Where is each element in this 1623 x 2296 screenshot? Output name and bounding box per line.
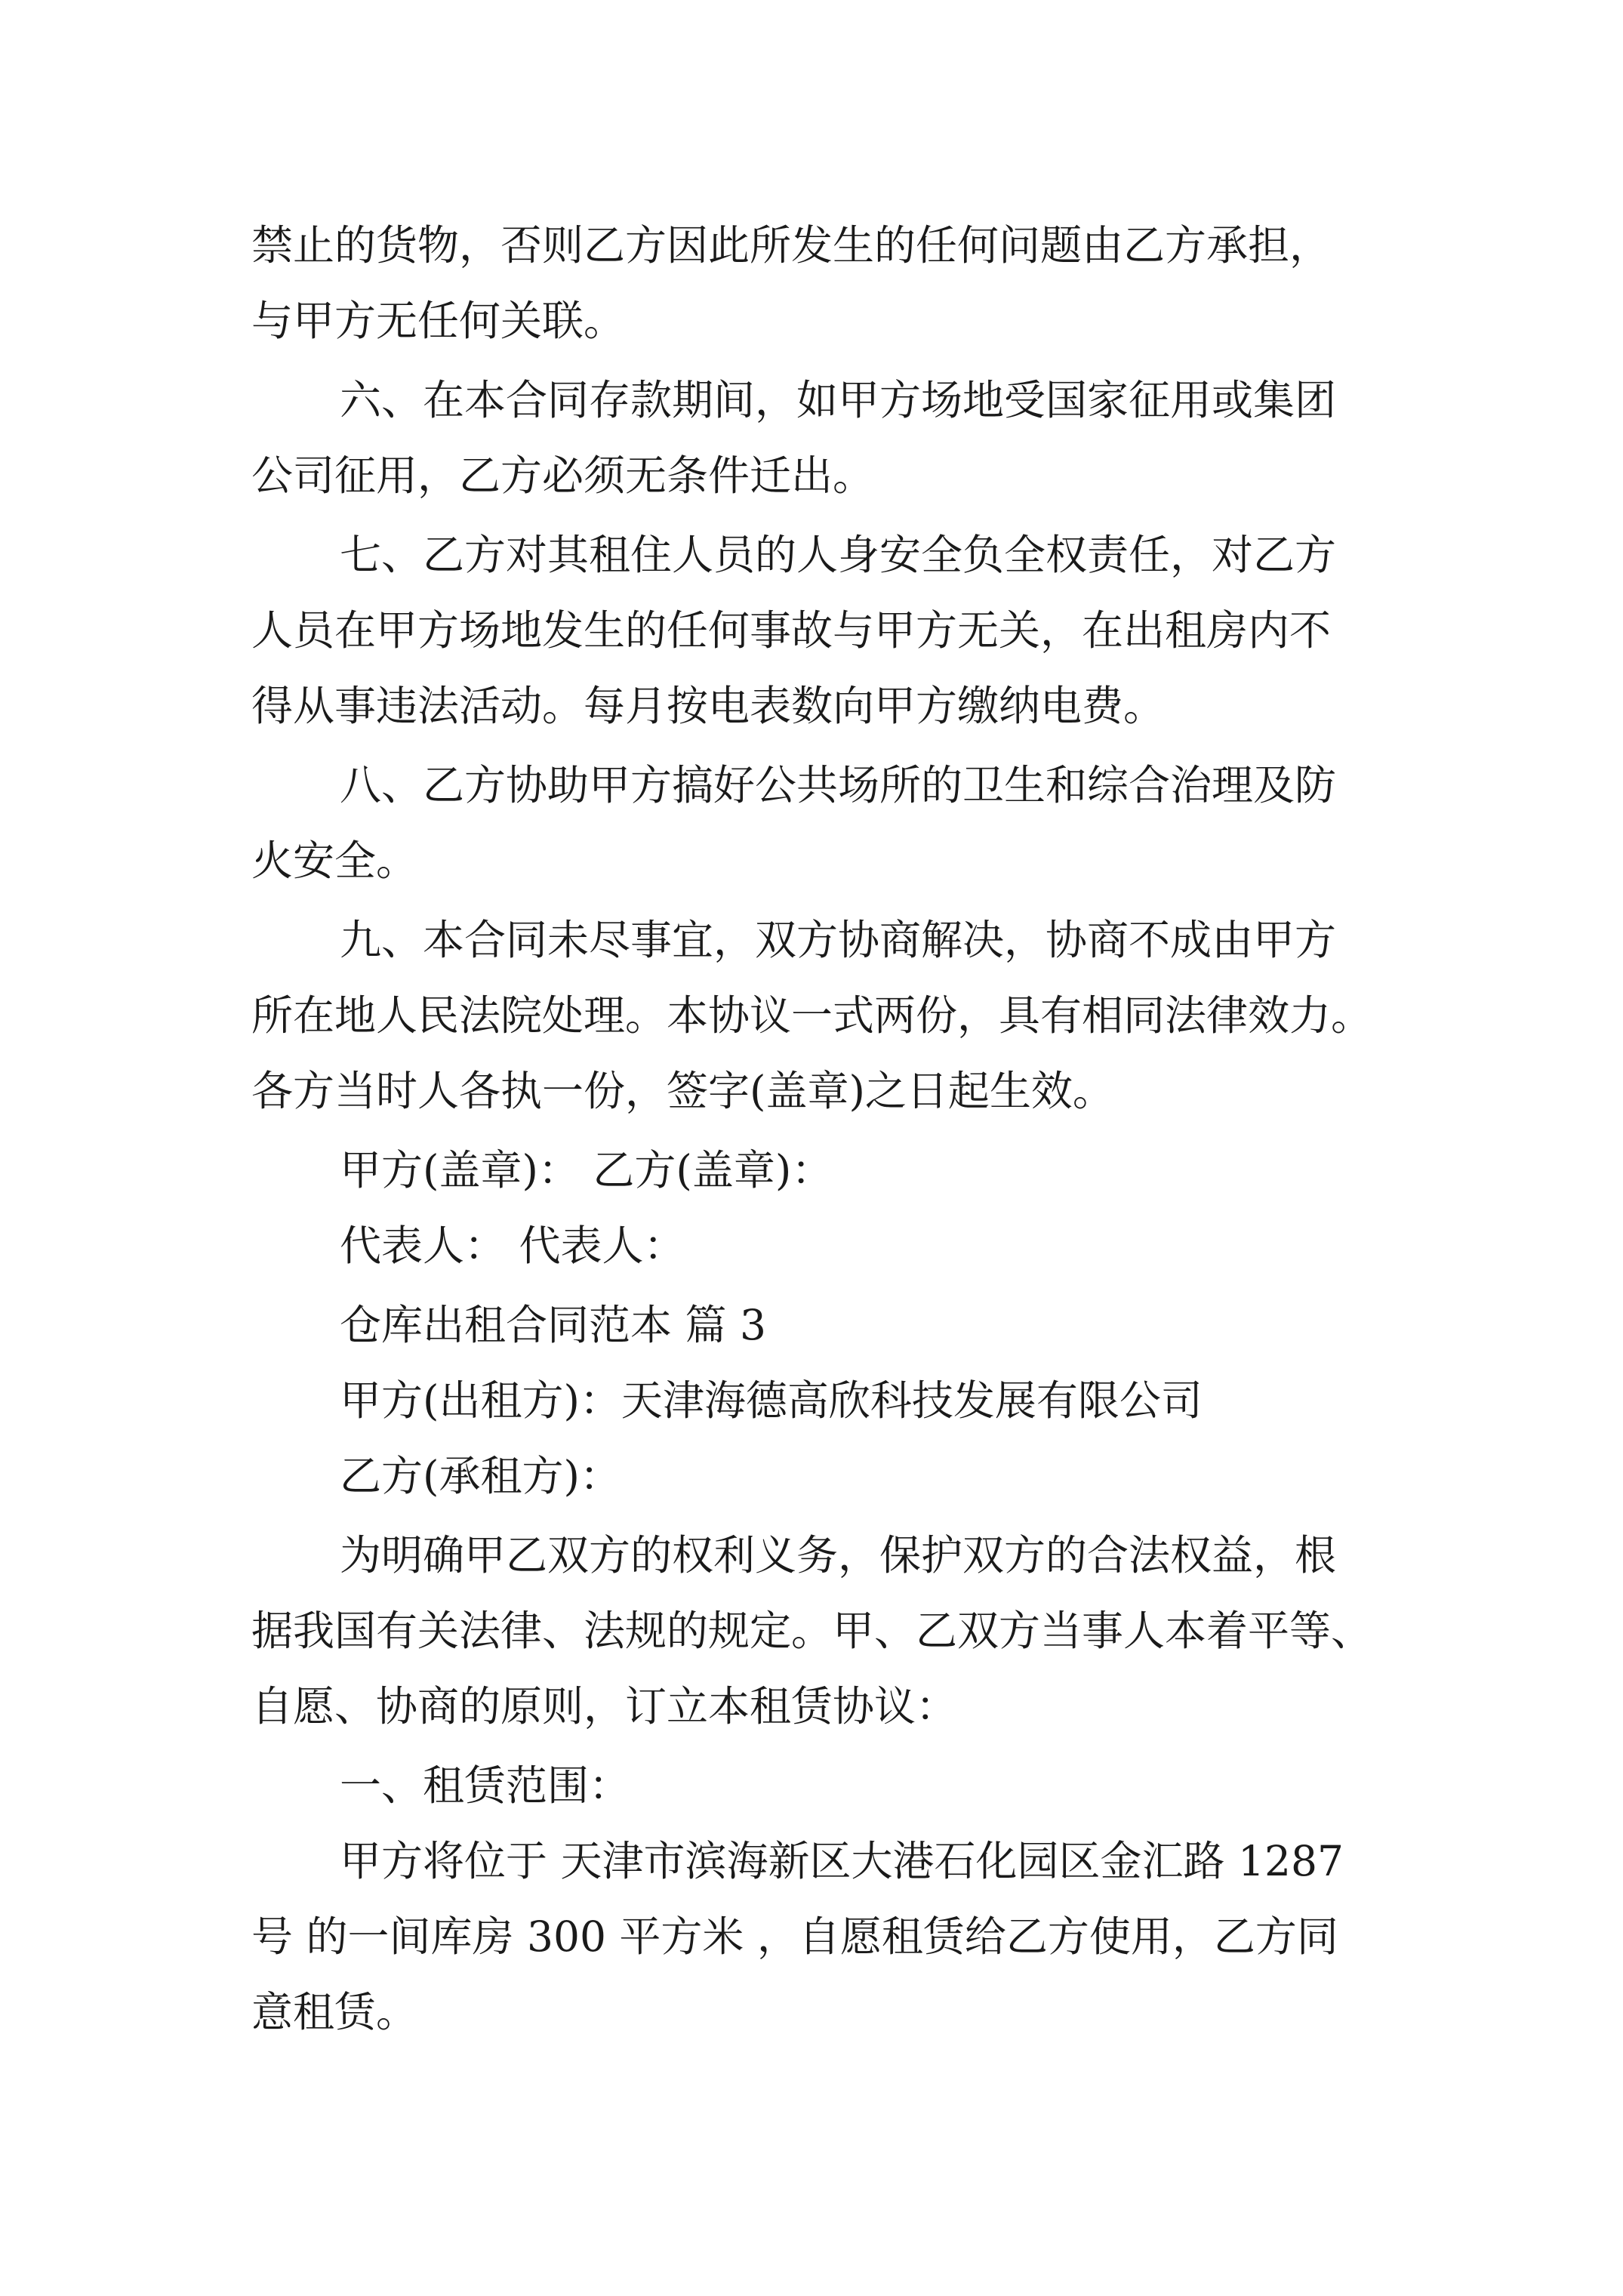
text-line: 甲方将位于 天津市滨海新区大港石化园区金汇路 1287 xyxy=(340,1837,1344,1885)
text-line: 得从事违法活动。每月按电表数向甲方缴纳电费。 xyxy=(251,682,1166,730)
lessee-line: 乙方(承租方)： xyxy=(340,1452,621,1500)
text-line: 六、在本合同存款期间，如甲方场地受国家征用或集团 xyxy=(340,376,1337,424)
representative-line: 代表人： 代表人： xyxy=(340,1222,685,1270)
signature-party-line: 甲方(盖章)： 乙方(盖章)： xyxy=(340,1146,833,1194)
clause-heading: 一、租赁范围： xyxy=(340,1761,631,1810)
lessor-line: 甲方(出租方)：天津海德高欣科技发展有限公司 xyxy=(340,1376,1203,1425)
text-line: 火安全。 xyxy=(251,837,418,885)
text-line: 七、乙方对其租住人员的人身安全负全权责任，对乙方 xyxy=(340,531,1337,579)
text-line: 自愿、协商的原则，订立本租赁协议： xyxy=(251,1682,958,1730)
text-line: 人员在甲方场地发生的任何事故与甲方无关，在出租房内不 xyxy=(251,606,1332,655)
text-line: 据我国有关法律、法规的规定。甲、乙双方当事人本着平等、 xyxy=(251,1607,1373,1655)
text-line: 公司征用，乙方必须无条件迁出。 xyxy=(251,451,875,500)
text-line: 禁止的货物，否则乙方因此所发生的任何问题由乙方承担， xyxy=(251,221,1332,270)
text-line: 为明确甲乙双方的权利义务，保护双方的合法权益，根 xyxy=(340,1531,1337,1579)
text-line: 八、乙方协助甲方搞好公共场所的卫生和综合治理及防 xyxy=(340,761,1337,809)
text-line: 与甲方无任何关联。 xyxy=(251,297,626,345)
text-line: 九、本合同未尽事宜，双方协商解决，协商不成由甲方 xyxy=(340,916,1337,964)
text-line: 各方当时人各执一份，签字(盖章)之日起生效。 xyxy=(251,1067,1114,1115)
text-line: 号 的一间库房 300 平方米 ，自愿租赁给乙方使用，乙方同 xyxy=(251,1912,1338,1961)
section-title: 仓库出租合同范本 篇 3 xyxy=(340,1301,766,1349)
text-line: 意租赁。 xyxy=(251,1988,418,2036)
text-line: 所在地人民法院处理。本协议一式两份，具有相同法律效力。 xyxy=(251,991,1373,1040)
